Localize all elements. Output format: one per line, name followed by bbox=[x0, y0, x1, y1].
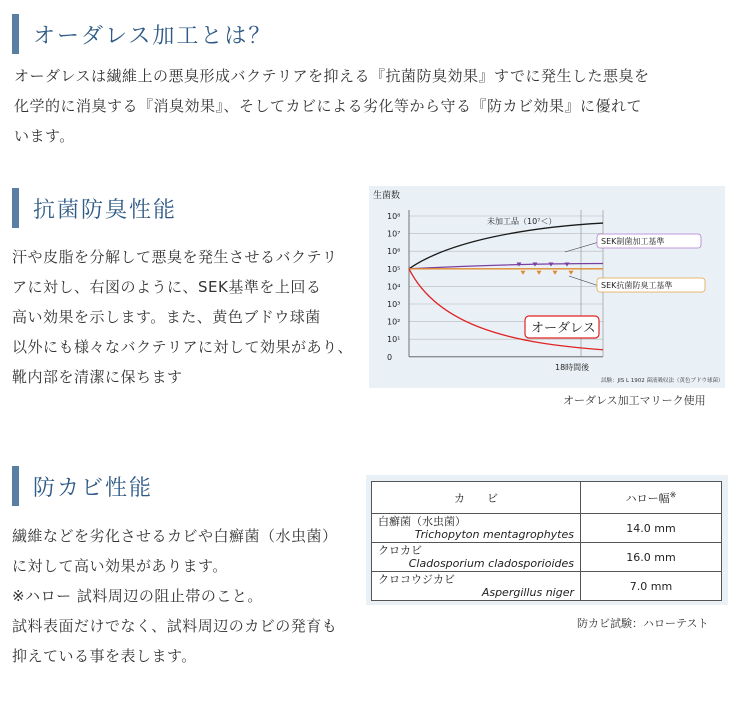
mold-jp-name: クロカビ bbox=[378, 544, 422, 557]
heading-accent-bar bbox=[12, 14, 19, 54]
callout-leader bbox=[569, 276, 599, 286]
y-tick-label: 10¹ bbox=[387, 335, 401, 345]
antibacterial-line: 高い効果を示します。また、黄色ブドウ球菌 bbox=[12, 308, 321, 326]
marker-sek-bacteriostatic bbox=[565, 263, 570, 267]
mold-sci-name: Aspergillus niger bbox=[481, 586, 574, 599]
header-halo-mark: ※ bbox=[669, 489, 677, 499]
antibacterial-line: 靴内部を清潔に保ちます bbox=[12, 368, 183, 386]
halo-value: 16.0 mm bbox=[581, 543, 722, 572]
about-line: オーダレスは繊維上の悪臭形成バクテリアを抑える『抗菌防臭効果』すでに発生した悪臭を bbox=[14, 67, 650, 85]
table-caption: 防カビ試験：ハローテスト bbox=[577, 617, 709, 630]
mold-jp-name: 白癬菌（水虫菌） bbox=[378, 515, 466, 528]
section-heading-about bbox=[12, 14, 272, 54]
chart-caption: オーダレス加工マリーク使用 bbox=[563, 394, 706, 407]
series-line-sek-bacteriostatic bbox=[409, 264, 603, 269]
mold-name-cell bbox=[372, 543, 581, 572]
marker-sek-antibacterial bbox=[521, 271, 526, 275]
series-label-sek-antibacterial: SEK抗菌防臭工基準 bbox=[601, 281, 673, 290]
section-heading-antifungal bbox=[12, 466, 153, 506]
antifungal-line: 抑えている事を表します。 bbox=[12, 647, 197, 665]
table-row bbox=[372, 514, 722, 543]
series-line-untreated bbox=[409, 223, 603, 269]
marker-sek-antibacterial bbox=[553, 271, 558, 275]
antifungal-line: ※ハロー 試料周辺の阻止帯のこと。 bbox=[12, 587, 263, 605]
header-halo-label: ハロー幅 bbox=[625, 491, 670, 505]
mold-jp-name: クロコウジカビ bbox=[378, 573, 455, 586]
antibacterial-line: 汗や皮脂を分解して悪臭を発生させるバクテリ bbox=[12, 248, 338, 266]
halo-table bbox=[371, 481, 722, 601]
bacteria-chart bbox=[369, 186, 725, 388]
series-label-untreated: 未加工品（10⁷＜） bbox=[487, 217, 557, 226]
about-line: います。 bbox=[14, 127, 75, 145]
chart-footnote: 試験：JIS L 1902 菌液吸収法（黄色ブドウ球菌） bbox=[601, 378, 724, 384]
callout-leader bbox=[565, 242, 599, 252]
about-paragraph bbox=[14, 61, 724, 151]
mold-sci-name: Trichopyton mentagrophytes bbox=[414, 528, 574, 541]
series-label-sek-bacteriostatic: SEK制菌加工基準 bbox=[601, 237, 665, 246]
antifungal-title: 防カビ性能 bbox=[33, 475, 154, 501]
y-tick-label: 10⁴ bbox=[387, 282, 401, 292]
x-annotation: 18時間後 bbox=[555, 362, 590, 372]
bacteria-chart-panel bbox=[369, 186, 725, 388]
antibacterial-line: アに対し、右図のように、SEK基準を上回る bbox=[12, 278, 322, 296]
series-label-odorless: オーダレス bbox=[531, 321, 596, 336]
antibacterial-title: 抗菌防臭性能 bbox=[33, 197, 178, 223]
antifungal-line: 試料表面だけでなく、試料周辺のカビの発育も bbox=[12, 617, 338, 635]
header-halo bbox=[581, 482, 722, 514]
table-row bbox=[372, 543, 722, 572]
y-tick-label: 10⁸ bbox=[387, 212, 401, 221]
y-tick-label: 10⁷ bbox=[387, 229, 401, 239]
halo-value: 7.0 mm bbox=[581, 572, 722, 601]
antifungal-line: 繊維などを劣化させるカビや白癬菌（水虫菌） bbox=[12, 527, 338, 545]
antifungal-paragraph bbox=[12, 521, 368, 671]
heading-accent-bar bbox=[12, 188, 19, 228]
marker-sek-antibacterial bbox=[569, 271, 574, 275]
table-row bbox=[372, 572, 722, 601]
y-tick-label: 10³ bbox=[387, 300, 401, 309]
chart-ylabel: 生菌数 bbox=[373, 191, 401, 201]
halo-value: 14.0 mm bbox=[581, 514, 722, 543]
mold-name-cell bbox=[372, 572, 581, 601]
y-tick-label: 10⁶ bbox=[387, 247, 401, 257]
antibacterial-paragraph bbox=[12, 242, 368, 392]
heading-accent-bar bbox=[12, 466, 19, 506]
table-header-row bbox=[372, 482, 722, 514]
marker-sek-antibacterial bbox=[537, 271, 542, 275]
y-tick-label: 10² bbox=[387, 317, 401, 327]
section-heading-antibacterial bbox=[12, 188, 177, 228]
header-mold: カ ビ bbox=[372, 482, 581, 514]
antibacterial-line: 以外にも様々なバクテリアに対して効果があり、 bbox=[12, 338, 354, 356]
antifungal-line: に対して高い効果があります。 bbox=[12, 557, 228, 575]
about-title: オーダレス加工とは？ bbox=[33, 23, 273, 49]
y-tick-label: 0 bbox=[387, 352, 393, 362]
y-tick-label: 10⁵ bbox=[387, 264, 401, 274]
mold-sci-name: Cladosporium cladosporioides bbox=[408, 557, 574, 570]
mold-name-cell bbox=[372, 514, 581, 543]
halo-table-panel bbox=[366, 475, 728, 605]
about-line: 化学的に消臭する『消臭効果』、そしてカビによる劣化等から守る『防カビ効果』に優れて bbox=[14, 97, 643, 115]
